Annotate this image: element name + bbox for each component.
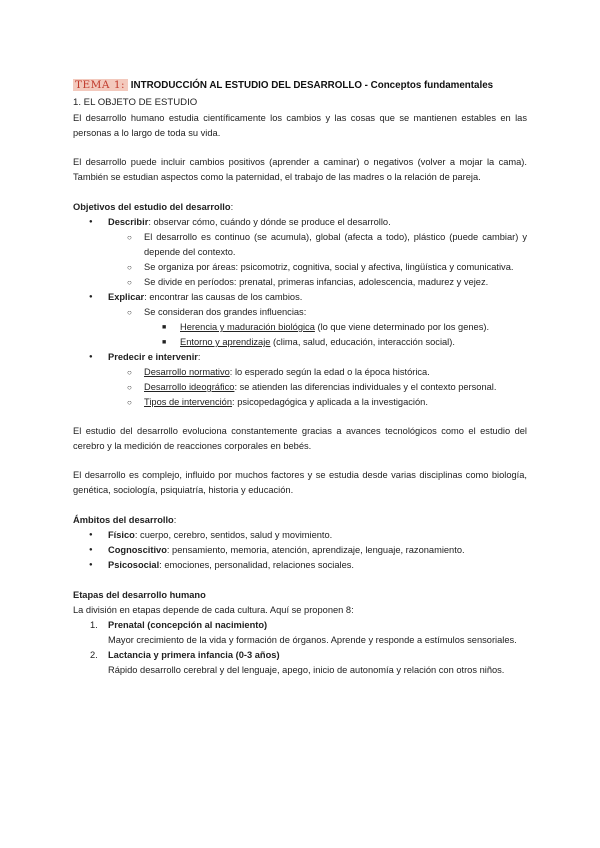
list-item: ● Físico: cuerpo, cerebro, sentidos, salud y movimiento.	[73, 528, 527, 543]
list-item: ○ Se divide en períodos: prenatal, primeras infancias, adolescencia, madurez y vejez.	[73, 275, 527, 290]
list-item: 1. Prenatal (concepción al nacimiento) Mayor crecimiento de la vida y formación de órganos. Aprende y responde a estímulos sensoriales.	[90, 620, 517, 645]
etapas-intro: La división en etapas depende de cada cultura. Aquí se proponen 8:	[73, 605, 354, 615]
list-item: ○ Desarrollo ideográfico: se atienden las diferencias individuales y el contexto personal.	[73, 380, 527, 395]
paragraph-complexity: El desarrollo es complejo, influido por muchos factores y se estudia desde varias disciplinas como biología, genética, sociología, psiquiatría, historia y educación.	[73, 470, 527, 495]
list-item: ● Psicosocial: emociones, personalidad, relaciones sociales.	[73, 558, 527, 573]
list-item: ■ Entorno y aprendizaje (clima, salud, educación, interacción social).	[73, 335, 527, 350]
list-item: 2. Lactancia y primera infancia (0-3 años) Rápido desarrollo cerebral y del lenguaje, apego, inicio de autonomía y relación con otros niños.	[90, 650, 505, 675]
ambitos-heading: Ámbitos del desarrollo:	[73, 515, 177, 525]
predecir-term: Predecir e intervenir	[108, 352, 198, 362]
explicar-term: Explicar	[108, 292, 145, 302]
list-item: ● Explicar: encontrar las causas de los cambios. ○ Se consideran dos grandes influencias: ■ Herencia y maduración biológica (lo que viene determinado por los genes). ■ Entorno y aprendizaje (clima, salud, educación, interacción social).	[73, 290, 527, 350]
list-item: ● Cognoscitivo: pensamiento, memoria, atención, aprendizaje, lenguaje, razonamiento.	[73, 543, 527, 558]
document-page	[73, 76, 527, 678]
list-item: ● Describir: observar cómo, cuándo y dónde se produce el desarrollo. ○ El desarrollo es continuo (se acumula), global (afecta a todo), plástico (puede cambiar) y depende del contexto. ○ Se organiza por áreas: psicomotriz, cognitiva, social y afectiva, lingüística y comunicativa. ○ Se divide en períodos: prenatal, primeras infancias, adolescencia, madurez y vejez.	[73, 215, 527, 290]
list-item: ● Predecir e intervenir: ○ Desarrollo normativo: lo esperado según la edad o la época histórica. ○ Desarrollo ideográfico: se atienden las diferencias individuales y el contexto personal. ○ Tipos de intervención: psicopedagógica y aplicada a la investigación.	[73, 350, 527, 410]
etapas-list	[73, 618, 527, 678]
section-heading: 1. EL OBJETO DE ESTUDIO	[73, 97, 198, 108]
objetivos-heading: Objetivos del estudio del desarrollo:	[73, 202, 234, 212]
title-text: INTRODUCCIÓN AL ESTUDIO DEL DESARROLLO - Conceptos fundamentales	[130, 80, 494, 91]
list-item: ○ Tipos de intervención: psicopedagógica y aplicada a la investigación.	[73, 395, 527, 410]
etapas-heading: Etapas del desarrollo humano	[73, 590, 206, 600]
paragraph-evolution: El estudio del desarrollo evoluciona constantemente gracias a avances tecnológicos como el estudio del cerebro y la medición de reacciones corporales en bebés.	[73, 426, 527, 451]
describir-term: Describir	[108, 217, 149, 227]
paragraph-intro: El desarrollo humano estudia científicamente los cambios y las cosas que se mantienen estables en las personas a lo largo de toda su vida.	[73, 113, 527, 138]
list-item: ○ Se consideran dos grandes influencias: ■ Herencia y maduración biológica (lo que viene determinado por los genes). ■ Entorno y aprendizaje (clima, salud, educación, interacción social).	[73, 305, 527, 350]
paragraph-changes: El desarrollo puede incluir cambios positivos (aprender a caminar) o negativos (volver a mojar la cama). También se estudian aspectos como la paternidad, el trabajo de las madres o la relación de pareja.	[73, 157, 527, 182]
list-item: ■ Herencia y maduración biológica (lo que viene determinado por los genes).	[73, 320, 527, 335]
list-item: ○ El desarrollo es continuo (se acumula), global (afecta a todo), plástico (puede cambiar) y depende del contexto.	[73, 230, 527, 260]
tema-label: TEMA 1:	[73, 79, 128, 91]
document-title	[73, 76, 527, 95]
ambitos-list	[73, 528, 527, 573]
objetivos-list	[73, 215, 527, 410]
list-item: ○ Desarrollo normativo: lo esperado según la edad o la época histórica.	[73, 365, 527, 380]
list-item: ○ Se organiza por áreas: psicomotriz, cognitiva, social y afectiva, lingüística y comunicativa.	[73, 260, 527, 275]
